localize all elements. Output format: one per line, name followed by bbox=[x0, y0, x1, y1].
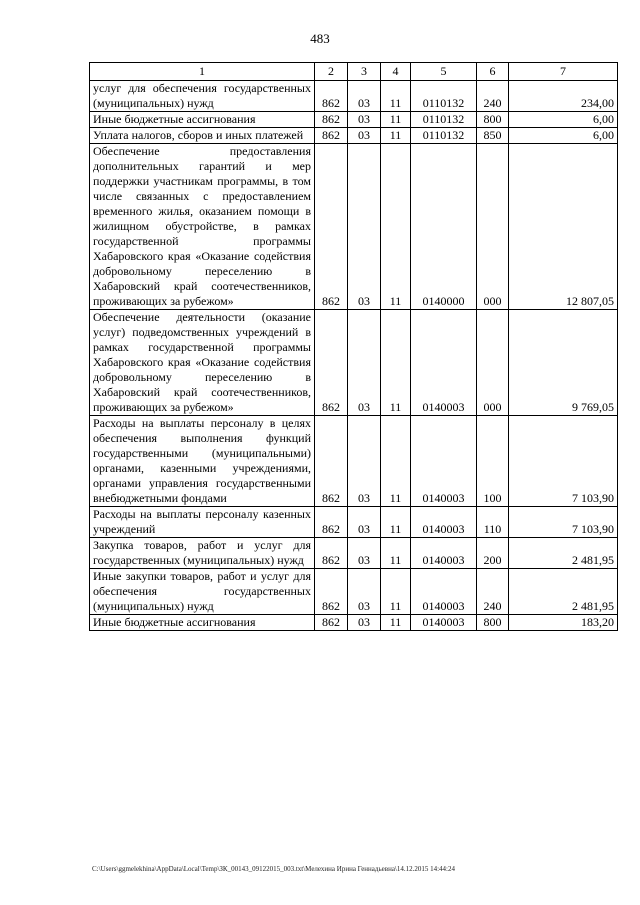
table-row bbox=[90, 507, 618, 538]
cell-expense-type: 850 bbox=[477, 128, 509, 144]
cell-subsection: 11 bbox=[381, 112, 411, 128]
column-header: 1 bbox=[90, 63, 315, 81]
table-row bbox=[90, 112, 618, 128]
column-header: 5 bbox=[411, 63, 477, 81]
cell-ministry-code: 862 bbox=[315, 507, 348, 538]
cell-section: 03 bbox=[348, 128, 381, 144]
cell-ministry-code: 862 bbox=[315, 112, 348, 128]
cell-subsection: 11 bbox=[381, 416, 411, 507]
cell-amount: 6,00 bbox=[509, 112, 618, 128]
cell-expense-type: 100 bbox=[477, 416, 509, 507]
table-row bbox=[90, 81, 618, 112]
cell-target-article: 0110132 bbox=[411, 112, 477, 128]
cell-section: 03 bbox=[348, 569, 381, 615]
cell-amount: 7 103,90 bbox=[509, 416, 618, 507]
table-row bbox=[90, 538, 618, 569]
cell-amount: 9 769,05 bbox=[509, 310, 618, 416]
cell-ministry-code: 862 bbox=[315, 310, 348, 416]
cell-subsection: 11 bbox=[381, 310, 411, 416]
cell-target-article: 0140003 bbox=[411, 538, 477, 569]
cell-subsection: 11 bbox=[381, 538, 411, 569]
cell-description: Расходы на выплаты персоналу казенных учреждений bbox=[90, 507, 315, 538]
cell-target-article: 0140003 bbox=[411, 507, 477, 538]
column-header: 3 bbox=[348, 63, 381, 81]
cell-target-article: 0140003 bbox=[411, 569, 477, 615]
cell-subsection: 11 bbox=[381, 615, 411, 631]
cell-description: Обеспечение деятельности (оказание услуг) подведомственных учреждений в рамках государственной программы Хабаровского края «Оказание содействия добровольному переселению в Хабаровский край соотечественников, проживающих за рубежом» bbox=[90, 310, 315, 416]
budget-table bbox=[89, 62, 618, 631]
page-number: 483 bbox=[310, 31, 330, 46]
cell-description: Закупка товаров, работ и услуг для государственных (муниципальных) нужд bbox=[90, 538, 315, 569]
cell-section: 03 bbox=[348, 112, 381, 128]
cell-expense-type: 200 bbox=[477, 538, 509, 569]
cell-subsection: 11 bbox=[381, 507, 411, 538]
cell-target-article: 0140003 bbox=[411, 615, 477, 631]
cell-amount: 234,00 bbox=[509, 81, 618, 112]
column-header: 4 bbox=[381, 63, 411, 81]
table-header-row bbox=[90, 63, 618, 81]
cell-amount: 6,00 bbox=[509, 128, 618, 144]
cell-description: услуг для обеспечения государственных (муниципальных) нужд bbox=[90, 81, 315, 112]
cell-description: Обеспечение предоставления дополнительных гарантий и мер поддержки участникам программы, в том числе связанных с предоставлением временного жилья, оказанием помощи в жилищном обустройстве, в рамках государственной программы Хабаровского края «Оказание содействия добровольному переселению в Хабаровский край соотечественников, проживающих за рубежом» bbox=[90, 144, 315, 310]
cell-ministry-code: 862 bbox=[315, 416, 348, 507]
cell-subsection: 11 bbox=[381, 81, 411, 112]
cell-expense-type: 800 bbox=[477, 112, 509, 128]
cell-ministry-code: 862 bbox=[315, 144, 348, 310]
cell-section: 03 bbox=[348, 538, 381, 569]
cell-expense-type: 110 bbox=[477, 507, 509, 538]
cell-amount: 7 103,90 bbox=[509, 507, 618, 538]
cell-target-article: 0140000 bbox=[411, 144, 477, 310]
cell-description: Расходы на выплаты персоналу в целях обеспечения выполнения функций государственными (муниципальными) органами, казенными учреждениями, органами управления государственными внебюджетными фондами bbox=[90, 416, 315, 507]
cell-expense-type: 000 bbox=[477, 310, 509, 416]
cell-target-article: 0110132 bbox=[411, 81, 477, 112]
cell-ministry-code: 862 bbox=[315, 128, 348, 144]
cell-section: 03 bbox=[348, 81, 381, 112]
cell-expense-type: 240 bbox=[477, 81, 509, 112]
cell-target-article: 0140003 bbox=[411, 416, 477, 507]
cell-target-article: 0140003 bbox=[411, 310, 477, 416]
cell-amount: 2 481,95 bbox=[509, 538, 618, 569]
cell-section: 03 bbox=[348, 310, 381, 416]
cell-amount: 2 481,95 bbox=[509, 569, 618, 615]
cell-section: 03 bbox=[348, 144, 381, 310]
cell-description: Иные бюджетные ассигнования bbox=[90, 615, 315, 631]
cell-ministry-code: 862 bbox=[315, 615, 348, 631]
table-row bbox=[90, 144, 618, 310]
cell-ministry-code: 862 bbox=[315, 538, 348, 569]
table-row bbox=[90, 416, 618, 507]
column-header: 7 bbox=[509, 63, 618, 81]
column-header: 2 bbox=[315, 63, 348, 81]
cell-ministry-code: 862 bbox=[315, 569, 348, 615]
cell-subsection: 11 bbox=[381, 569, 411, 615]
cell-description: Иные закупки товаров, работ и услуг для обеспечения государственных (муниципальных) нужд bbox=[90, 569, 315, 615]
cell-description: Уплата налогов, сборов и иных платежей bbox=[90, 128, 315, 144]
file-path-footer: C:\Users\ggmelekhina\AppData\Local\Temp\ЗК_00143_09122015_003.txt\Мелехина Ирина Геннадьевна\14.12.2015 14:44:24 bbox=[92, 865, 456, 873]
cell-amount: 183,20 bbox=[509, 615, 618, 631]
table-row bbox=[90, 615, 618, 631]
table-row bbox=[90, 128, 618, 144]
column-header: 6 bbox=[477, 63, 509, 81]
cell-section: 03 bbox=[348, 507, 381, 538]
table-row bbox=[90, 310, 618, 416]
cell-subsection: 11 bbox=[381, 128, 411, 144]
cell-expense-type: 240 bbox=[477, 569, 509, 615]
cell-section: 03 bbox=[348, 416, 381, 507]
cell-description: Иные бюджетные ассигнования bbox=[90, 112, 315, 128]
cell-expense-type: 000 bbox=[477, 144, 509, 310]
cell-target-article: 0110132 bbox=[411, 128, 477, 144]
cell-ministry-code: 862 bbox=[315, 81, 348, 112]
cell-subsection: 11 bbox=[381, 144, 411, 310]
cell-amount: 12 807,05 bbox=[509, 144, 618, 310]
table-row bbox=[90, 569, 618, 615]
cell-expense-type: 800 bbox=[477, 615, 509, 631]
cell-section: 03 bbox=[348, 615, 381, 631]
